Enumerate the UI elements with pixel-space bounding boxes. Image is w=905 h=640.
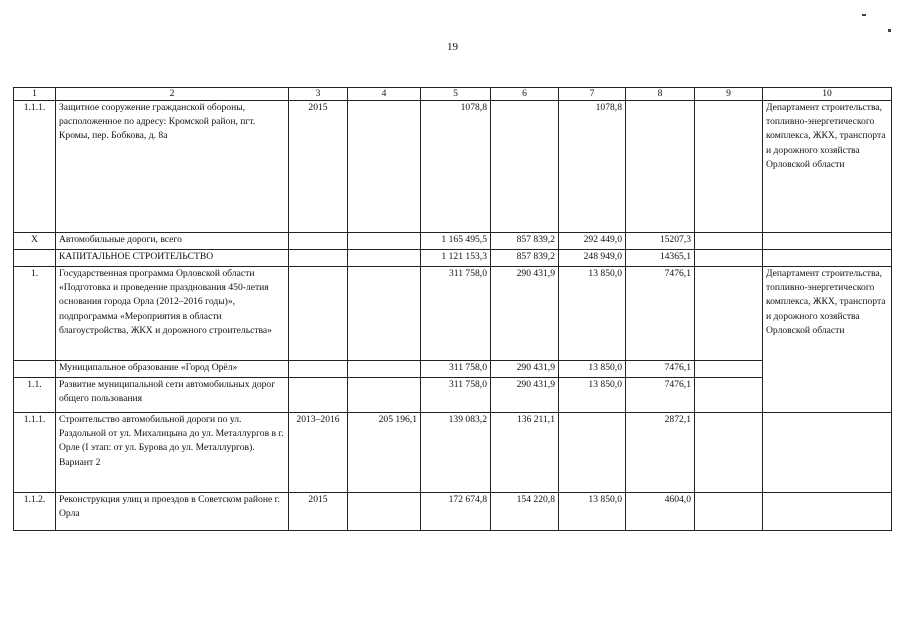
table-row (14, 361, 892, 378)
row-year (289, 233, 348, 250)
table-row (14, 233, 892, 250)
row-number: 1.1. (14, 378, 56, 413)
header-cell: 9 (695, 88, 763, 101)
table-row (14, 267, 892, 361)
row-col4 (348, 233, 421, 250)
row-col8: 7476,1 (626, 378, 695, 413)
row-col9 (695, 413, 763, 493)
row-col4 (348, 250, 421, 267)
row-col4 (348, 378, 421, 413)
header-cell: 5 (421, 88, 491, 101)
row-number: 1. (14, 267, 56, 361)
row-col6: 136 211,1 (491, 413, 559, 493)
row-col6: 857 839,2 (491, 250, 559, 267)
row-year (289, 361, 348, 378)
row-year: 2013–2016 (289, 413, 348, 493)
header-cell: 2 (56, 88, 289, 101)
row-col7: 13 850,0 (559, 267, 626, 361)
row-col9 (695, 101, 763, 233)
row-department: Департамент строительства, топливно-энергетического комплекса, ЖКХ, транспорта и дорожного хозяйства Орловской области (763, 101, 892, 233)
header-cell: 8 (626, 88, 695, 101)
row-col7: 13 850,0 (559, 493, 626, 531)
row-col9 (695, 233, 763, 250)
row-col6: 290 431,9 (491, 378, 559, 413)
row-name: Государственная программа Орловской области «Подготовка и проведение празднования 450-летия основания города Орла (2012–2016 годы)», подпрограмма «Мероприятия в области благоустройства, ЖКХ и дорожного строительства» (56, 267, 289, 361)
row-col7: 248 949,0 (559, 250, 626, 267)
page-number: 19 (447, 41, 458, 53)
table-row (14, 378, 892, 413)
row-col7: 13 850,0 (559, 361, 626, 378)
row-col4 (348, 493, 421, 531)
row-col4 (348, 361, 421, 378)
table-row (14, 493, 892, 531)
header-cell: 3 (289, 88, 348, 101)
row-name: Защитное сооружение гражданской обороны, расположенное по адресу: Кромской район, пгт. Кромы, пер. Бобкова, д. 8а (56, 101, 289, 233)
row-col8 (626, 101, 695, 233)
row-col9 (695, 267, 763, 361)
row-col8: 4604,0 (626, 493, 695, 531)
row-col10 (763, 250, 892, 267)
row-col10 (763, 493, 892, 531)
scan-mark (862, 14, 866, 16)
row-col5: 1 165 495,5 (421, 233, 491, 250)
row-col5: 1 121 153,3 (421, 250, 491, 267)
row-col9 (695, 250, 763, 267)
row-number: X (14, 233, 56, 250)
table-row (14, 250, 892, 267)
row-col8: 14365,1 (626, 250, 695, 267)
row-col7: 13 850,0 (559, 378, 626, 413)
row-number: 1.1.1. (14, 413, 56, 493)
header-row (14, 88, 892, 101)
row-col6: 154 220,8 (491, 493, 559, 531)
row-year: 2015 (289, 493, 348, 531)
row-col5: 1078,8 (421, 101, 491, 233)
row-col10 (763, 413, 892, 493)
row-col5: 172 674,8 (421, 493, 491, 531)
row-col8: 7476,1 (626, 361, 695, 378)
row-year (289, 267, 348, 361)
row-col5: 311 758,0 (421, 361, 491, 378)
row-year: 2015 (289, 101, 348, 233)
row-col10 (763, 233, 892, 250)
row-col7: 1078,8 (559, 101, 626, 233)
row-col7 (559, 413, 626, 493)
row-col6: 857 839,2 (491, 233, 559, 250)
row-col8: 7476,1 (626, 267, 695, 361)
row-col6: 290 431,9 (491, 267, 559, 361)
row-name: Муниципальное образование «Город Орёл» (56, 361, 289, 378)
row-number (14, 361, 56, 378)
table-row (14, 101, 892, 233)
row-name: Реконструкция улиц и проездов в Советском районе г. Орла (56, 493, 289, 531)
header-cell: 10 (763, 88, 892, 101)
header-cell: 7 (559, 88, 626, 101)
row-department: Департамент строительства, топливно-энергетического комплекса, ЖКХ, транспорта и дорожного хозяйства Орловской области (763, 267, 892, 413)
row-col9 (695, 378, 763, 413)
row-year (289, 378, 348, 413)
row-name: Строительство автомобильной дороги по ул. Раздольной от ул. Михалицына до ул. Металлургов в г. Орле (I этап: от ул. Бурова до ул. Металлургов). Вариант 2 (56, 413, 289, 493)
row-name: КАПИТАЛЬНОЕ СТРОИТЕЛЬСТВО (56, 250, 289, 267)
row-col4: 205 196,1 (348, 413, 421, 493)
row-col4 (348, 267, 421, 361)
table-row (14, 413, 892, 493)
row-year (289, 250, 348, 267)
row-col5: 311 758,0 (421, 267, 491, 361)
row-number: 1.1.2. (14, 493, 56, 531)
row-col5: 311 758,0 (421, 378, 491, 413)
row-number: 1.1.1. (14, 101, 56, 233)
row-col8: 15207,3 (626, 233, 695, 250)
header-cell: 4 (348, 88, 421, 101)
data-table (13, 87, 892, 531)
row-col5: 139 083,2 (421, 413, 491, 493)
row-col8: 2872,1 (626, 413, 695, 493)
row-name: Развитие муниципальной сети автомобильных дорог общего пользования (56, 378, 289, 413)
row-col9 (695, 493, 763, 531)
row-col6 (491, 101, 559, 233)
header-cell: 1 (14, 88, 56, 101)
row-name: Автомобильные дороги, всего (56, 233, 289, 250)
row-col6: 290 431,9 (491, 361, 559, 378)
row-col9 (695, 361, 763, 378)
scan-mark (888, 29, 891, 32)
header-cell: 6 (491, 88, 559, 101)
row-col4 (348, 101, 421, 233)
row-col7: 292 449,0 (559, 233, 626, 250)
row-number (14, 250, 56, 267)
